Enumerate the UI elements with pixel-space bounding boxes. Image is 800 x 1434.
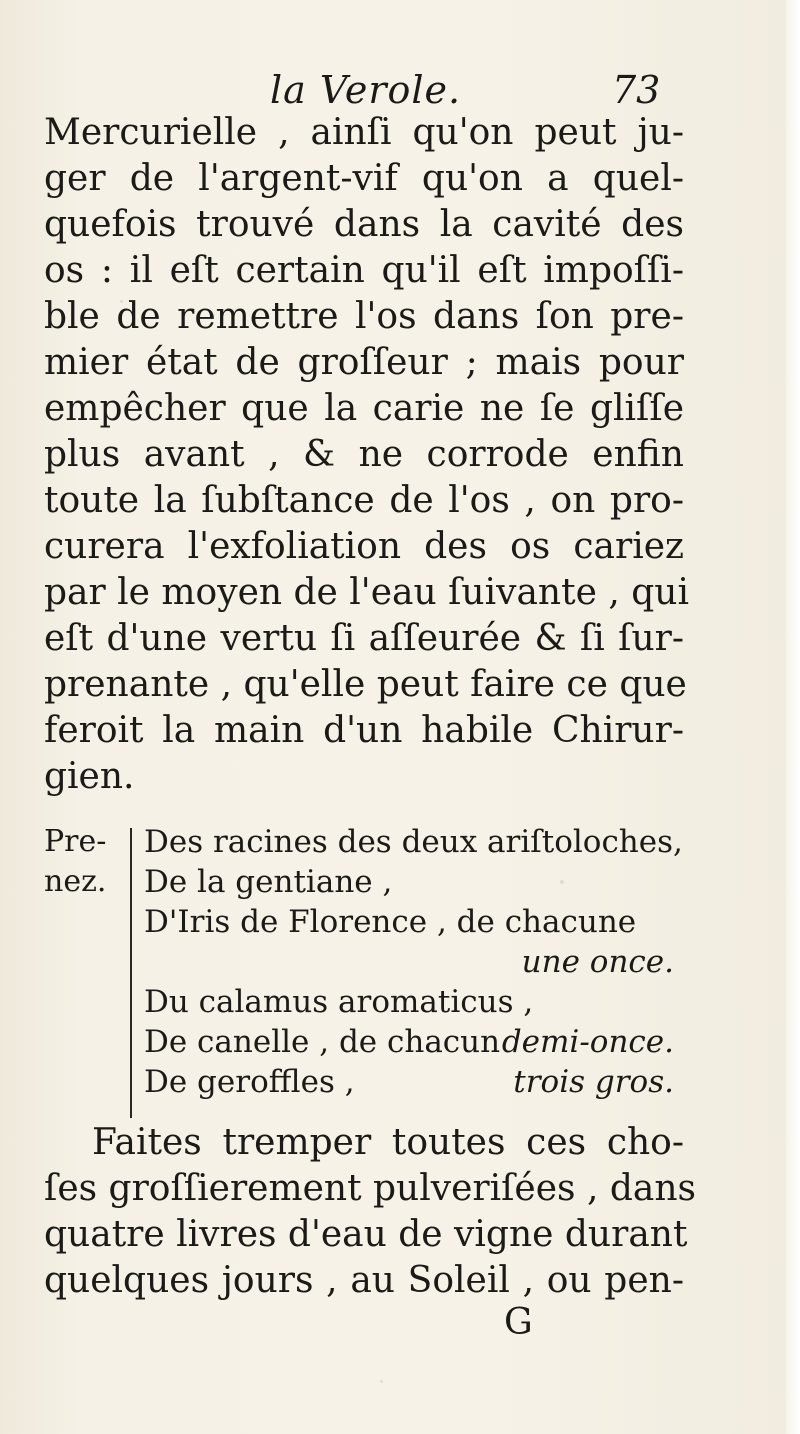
ingredient-item: Du calamus aromaticus , [144, 984, 534, 1020]
text-line: ble de remettre l'os dans ſon pre- [44, 296, 684, 337]
paper-speck [380, 1380, 383, 1383]
recipe-block [44, 822, 684, 1122]
text-line: Mercurielle , ainſi qu'on peut ju- [44, 112, 684, 153]
paragraph-2 [44, 1120, 697, 1304]
signature-mark: G [504, 1302, 533, 1343]
page-number: 73 [612, 68, 661, 112]
quantity-label: trois gros. [513, 1064, 674, 1100]
recipe-label-line: Pre- [44, 824, 107, 859]
quantity-line [144, 942, 674, 982]
text-line: quelques jours , au Soleil , ou pen- [44, 1260, 684, 1301]
text-line: Faites tremper toutes ces cho- [92, 1122, 684, 1163]
page-edge [786, 0, 800, 1434]
quantity-label: une once. [521, 944, 674, 980]
text-line: feroit la main d'un habile Chirur- [44, 710, 684, 751]
recipe-label-line: nez. [44, 864, 107, 899]
running-title: la Verole. [270, 68, 462, 112]
ingredient-item-with-quantity [144, 1062, 674, 1102]
paper-speck [560, 880, 564, 884]
paragraph-1 [44, 110, 689, 800]
text-line: prenante , qu'elle peut faire ce que [44, 664, 687, 705]
ingredient-list [144, 822, 683, 1102]
text-line: plus avant , & ne corrode enfin [44, 434, 684, 475]
recipe-brace [130, 828, 132, 1118]
text-line: gien. [44, 756, 135, 797]
recipe-label [44, 822, 124, 902]
text-line: mier état de groſſeur ; mais pour [44, 342, 684, 383]
text-line: eſt d'une vertu ſi aſſeurée & ſi ſur- [44, 618, 684, 659]
text-line: os : il eſt certain qu'il eſt impoſſi- [44, 250, 684, 291]
text-line: curera l'exfoliation des os cariez [44, 526, 684, 567]
paper-speck [120, 300, 123, 303]
text-line: quefois trouvé dans la cavité des [44, 204, 684, 245]
text-line: quatre livres d'eau de vigne durant [44, 1214, 688, 1255]
text-line: par le moyen de l'eau ſuivante , qui [44, 572, 689, 613]
text-line: empêcher que la carie ne ſe gliſſe [44, 388, 684, 429]
ingredient-item: D'Iris de Florence , de chacune [144, 904, 637, 940]
ingredient-item: De canelle , de chacun [144, 1024, 501, 1060]
text-line: toute la ſubſtance de l'os , on pro- [44, 480, 684, 521]
ingredient-item: De la gentiane , [144, 864, 393, 900]
text-line: ſes groſſierement pulveriſées , dans [44, 1168, 697, 1209]
ingredient-item: De geroffles , [144, 1064, 355, 1100]
ingredient-item-with-quantity [144, 1022, 674, 1062]
ingredient-item: Des racines des deux ariſtoloches, [144, 824, 683, 860]
quantity-label: demi-once. [501, 1024, 674, 1060]
text-line: ger de l'argent-vif qu'on a quel- [44, 158, 684, 199]
